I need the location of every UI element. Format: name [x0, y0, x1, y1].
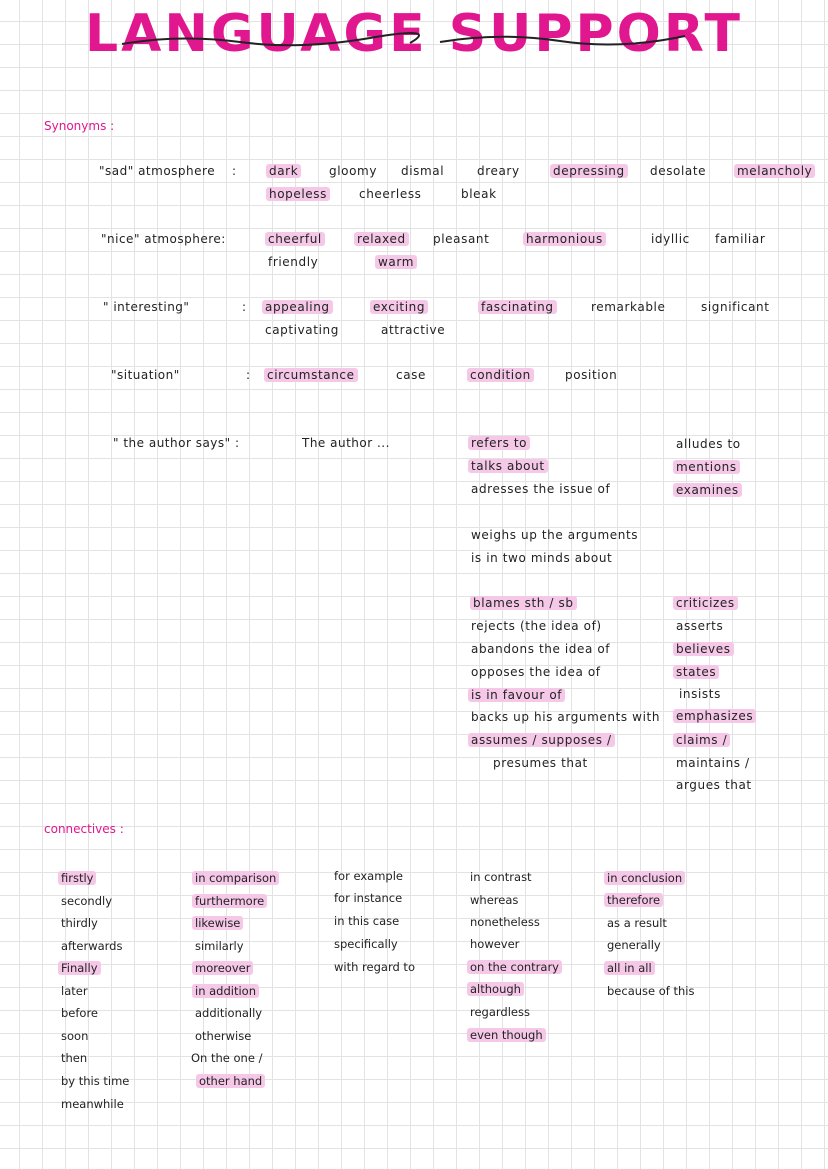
connective: in contrast: [470, 870, 532, 884]
author-phrase: weighs up the arguments: [471, 528, 639, 542]
connective: secondly: [61, 894, 113, 908]
author-phrase: is in favour of: [468, 688, 565, 702]
interesting-colon: :: [242, 300, 247, 314]
synonym-word: dark: [266, 164, 301, 178]
connective: for instance: [334, 891, 403, 905]
synonym-word: dismal: [401, 164, 445, 178]
synonym-word: significant: [701, 300, 770, 314]
connective: by this time: [61, 1074, 130, 1088]
connective: in addition: [192, 984, 259, 998]
author-phrase: is in two minds about: [471, 551, 613, 565]
sad-label: "sad" atmosphere: [99, 164, 216, 178]
connective: in conclusion: [604, 871, 685, 885]
author-phrase: believes: [673, 642, 734, 656]
connective: on the contrary: [467, 960, 562, 974]
author-phrase: examines: [673, 483, 742, 497]
connective: specifically: [334, 937, 398, 951]
synonym-word: dreary: [477, 164, 520, 178]
synonym-word: warm: [375, 255, 417, 269]
synonym-word: pleasant: [433, 232, 490, 246]
author-label: " the author says" :: [113, 436, 240, 450]
synonym-word: condition: [467, 368, 534, 382]
synonyms-heading: Synonyms :: [44, 119, 115, 133]
author-phrase: talks about: [468, 459, 548, 473]
synonym-word: idyllic: [651, 232, 690, 246]
connective: later: [61, 984, 88, 998]
connective: thirdly: [61, 916, 98, 930]
synonym-word: desolate: [650, 164, 707, 178]
connective: likewise: [192, 916, 243, 930]
author-phrase: claims /: [673, 733, 730, 747]
author-phrase: backs up his arguments with: [471, 710, 661, 724]
author-phrase: refers to: [468, 436, 530, 450]
author-phrase: presumes that: [493, 756, 588, 770]
connective: however: [470, 937, 520, 951]
connective: Finally: [58, 961, 101, 975]
synonym-word: relaxed: [354, 232, 409, 246]
connective: similarly: [195, 939, 244, 953]
connective: therefore: [604, 893, 663, 907]
synonym-word: position: [565, 368, 618, 382]
author-phrase: asserts: [676, 619, 724, 633]
synonym-word: remarkable: [591, 300, 666, 314]
author-phrase: insists: [679, 687, 721, 701]
synonym-word: attractive: [381, 323, 446, 337]
synonym-word: case: [396, 368, 426, 382]
author-phrase: mentions: [673, 460, 740, 474]
synonym-word: exciting: [370, 300, 428, 314]
synonym-word: circumstance: [264, 368, 358, 382]
connective: soon: [61, 1029, 89, 1043]
synonym-word: fascinating: [478, 300, 557, 314]
author-phrase: opposes the idea of: [471, 665, 601, 679]
connective: firstly: [58, 871, 96, 885]
synonym-word: harmonious: [523, 232, 606, 246]
author-phrase: assumes / supposes /: [468, 733, 615, 747]
connective: additionally: [195, 1006, 263, 1020]
synonym-word: depressing: [550, 164, 628, 178]
connective: furthermore: [192, 894, 267, 908]
author-phrase: criticizes: [673, 596, 738, 610]
synonym-word: cheerful: [265, 232, 325, 246]
connective: moreover: [192, 961, 253, 975]
connective: with regard to: [334, 960, 415, 974]
connective: before: [61, 1006, 99, 1020]
author-phrase: maintains /: [676, 756, 750, 770]
connective: in this case: [334, 914, 400, 928]
situation-label: "situation": [111, 368, 180, 382]
author-phrase: argues that: [676, 778, 752, 792]
connective: afterwards: [61, 939, 123, 953]
synonym-word: melancholy: [734, 164, 815, 178]
nice-label: "nice" atmosphere:: [101, 232, 226, 246]
author-lead: The author ...: [302, 436, 390, 450]
sad-colon: :: [232, 164, 237, 178]
synonym-word: cheerless: [359, 187, 422, 201]
connective: other hand: [196, 1074, 265, 1088]
connective: even though: [467, 1028, 546, 1042]
connective: generally: [607, 938, 661, 952]
connective: nonetheless: [470, 915, 540, 929]
author-phrase: rejects (the idea of): [471, 619, 602, 633]
author-phrase: adresses the issue of: [471, 482, 611, 496]
synonym-word: familiar: [715, 232, 766, 246]
author-phrase: states: [673, 665, 719, 679]
connective: because of this: [607, 984, 695, 998]
connective: regardless: [470, 1005, 530, 1019]
connective: On the one /: [191, 1051, 263, 1065]
author-phrase: alludes to: [676, 437, 741, 451]
synonym-word: captivating: [265, 323, 339, 337]
synonym-word: gloomy: [329, 164, 378, 178]
author-phrase: emphasizes: [673, 709, 756, 723]
connective: as a result: [607, 916, 667, 930]
connective: all in all: [604, 961, 655, 975]
author-phrase: abandons the idea of: [471, 642, 611, 656]
connective: whereas: [470, 893, 519, 907]
connective: otherwise: [195, 1029, 252, 1043]
title-strike-line: [120, 24, 690, 54]
situation-colon: :: [246, 368, 251, 382]
connective: for example: [334, 869, 403, 883]
interesting-label: " interesting": [103, 300, 190, 314]
synonym-word: hopeless: [266, 187, 330, 201]
connective: meanwhile: [61, 1097, 124, 1111]
page-title: LANGUAGE SUPPORT: [84, 4, 744, 64]
synonym-word: bleak: [461, 187, 497, 201]
synonym-word: appealing: [262, 300, 333, 314]
synonym-word: friendly: [268, 255, 319, 269]
connective: then: [61, 1051, 88, 1065]
author-phrase: blames sth / sb: [470, 596, 577, 610]
connectives-heading: connectives :: [44, 822, 124, 836]
connective: in comparison: [192, 871, 279, 885]
connective: although: [467, 982, 524, 996]
